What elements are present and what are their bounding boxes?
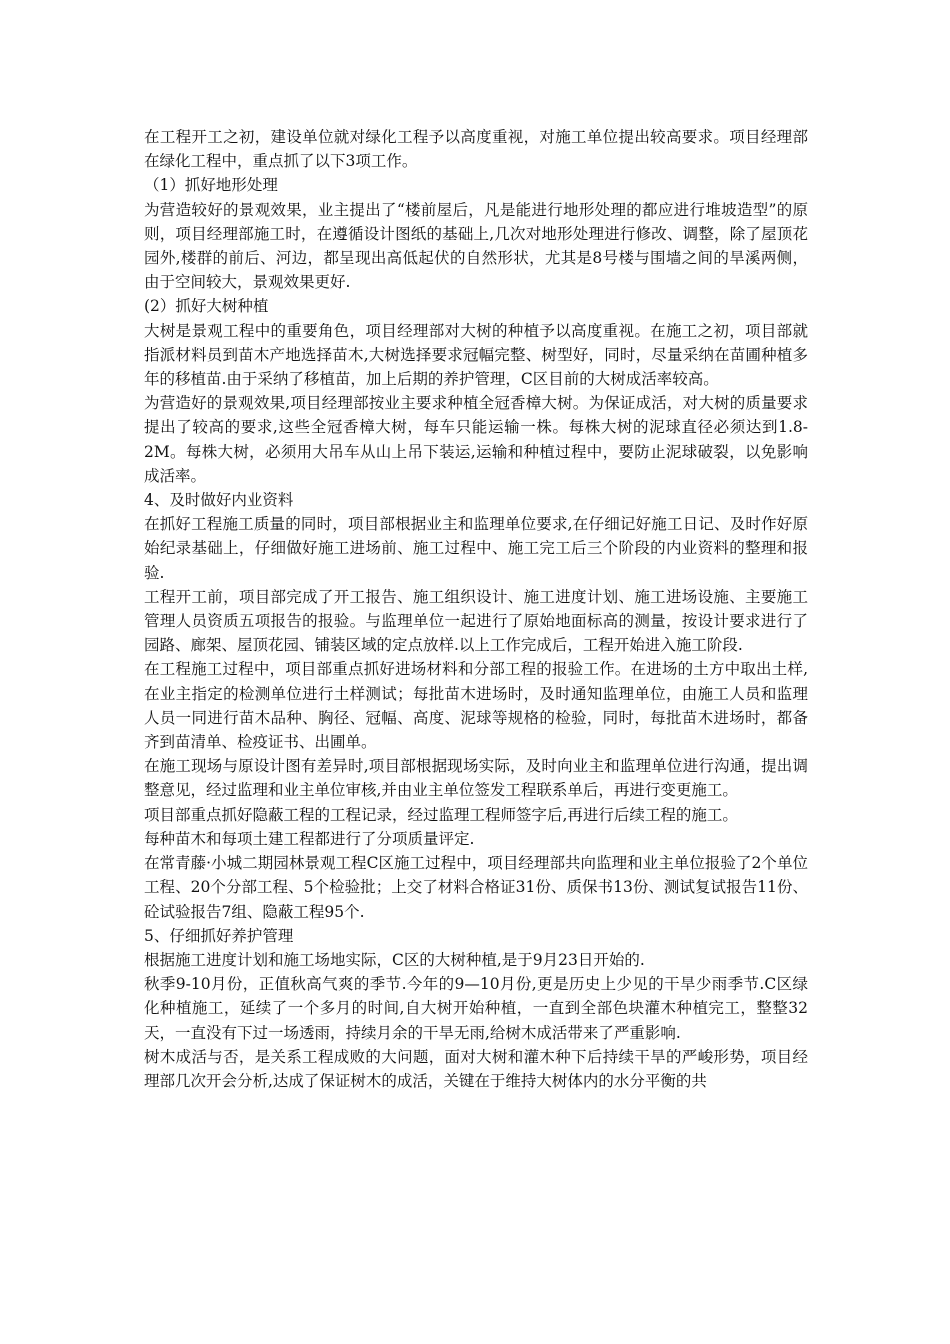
paragraph-survival: 树木成活与否，是关系工程成败的大问题，面对大树和灌木种下后持续干旱的严峻形势，项目经理部几次开会分析,达成了保证树木的成活，关键在于维持大树体内的水分平衡的共 <box>144 1047 808 1090</box>
paragraph-intro: 在工程开工之初，建设单位就对绿化工程予以高度重视，对施工单位提出较高要求。项目经理部在绿化工程中，重点抓了以下3项工作。 <box>144 128 808 171</box>
paragraph-during-construction: 在工程施工过程中，项目部重点抓好进场材料和分部工程的报验工作。在进场的土方中取出土样,在业主指定的检测单位进行土样测试；每批苗木进场时，及时通知监理单位，由施工人员和监理人员一同进行苗木品种、胸径、冠幅、高度、泥球等规格的检验，同时，每批苗木进场时，都备齐到苗清单、检疫证书、出圃单。 <box>144 660 808 752</box>
heading-maintenance: 5、仔细抓好养护管理 <box>144 926 294 945</box>
paragraph-terrain: 为营造较好的景观效果，业主提出了“楼前屋后，凡是能进行地形处理的都应进行堆坡造型”的原则，项目经理部施工时，在遵循设计图纸的基础上,几次对地形处理进行修改、调整，除了屋顶花园外,楼群的前后、河边，都呈现出高低起伏的自然形状，尤其是8号楼与围墙之间的旱溪两侧，由于空间较大，景观效果更好. <box>144 200 808 292</box>
document-body <box>144 125 808 1093</box>
paragraph-hidden-works: 项目部重点抓好隐蔽工程的工程记录，经过监理工程师签字后,再进行后续工程的施工。 <box>144 805 738 824</box>
paragraph-drought: 秋季9-10月份，正值秋高气爽的季节.今年的9—10月份,更是历史上少见的干旱少雨季节.C区绿化种植施工，延续了一个多月的时间,自大树开始种植，一直到全部色块灌木种植完工，整整32天，一直没有下过一场透雨，持续月余的干旱无雨,给树木成活带来了严重影响. <box>144 975 808 1042</box>
heading-internal-records: 4、及时做好内业资料 <box>144 491 294 510</box>
paragraph-design-changes: 在施工现场与原设计图有差异时,项目部根据现场实际，及时向业主和监理单位进行沟通，提出调整意见，经过监理和业主单位审核,并由业主单位签发工程联系单后，再进行变更施工。 <box>144 757 808 800</box>
paragraph-big-trees: 大树是景观工程中的重要角色，项目经理部对大树的种植予以高度重视。在施工之初，项目部就指派材料员到苗木产地选择苗木,大树选择要求冠幅完整、树型好，同时，尽量采纳在苗圃种植多年的移植苗.由于采纳了移植苗，加上后期的养护管理，C区目前的大树成活率较高。 <box>144 321 808 389</box>
paragraph-quality-assessment: 每种苗木和每项土建工程都进行了分项质量评定. <box>144 829 475 848</box>
paragraph-before-start: 工程开工前，项目部完成了开工报告、施工组织设计、施工进度计划、施工进场设施、主要施工管理人员资质五项报告的报验。与监理单位一起进行了原始地面标高的测量，按设计要求进行了园路、廊架、屋顶花园、铺装区域的定点放样.以上工作完成后，工程开始进入施工阶段. <box>144 587 808 655</box>
heading-big-trees: (2）抓好大树种植 <box>144 297 269 316</box>
paragraph-internal-records: 在抓好工程施工质量的同时，项目部根据业主和监理单位要求,在仔细记好施工日记、及时作好原始纪录基础上，仔细做好施工进场前、施工过程中、施工完工后三个阶段的内业资料的整理和报验. <box>144 515 808 582</box>
paragraph-planting-start: 根据施工进度计划和施工场地实际，C区的大树种植,是于9月23日开始的. <box>144 950 645 969</box>
heading-terrain: （1）抓好地形处理 <box>144 176 278 195</box>
paragraph-submission-summary: 在常青藤·小城二期园林景观工程C区施工过程中，项目经理部共向监理和业主单位报验了2个单位工程、20个分部工程、5个检验批；上交了材料合格证31份、质保书13份、测试复试报告11份、砼试验报告7组、隐蔽工程95个. <box>144 854 808 921</box>
paragraph-camphor-trees: 为营造好的景观效果,项目经理部按业主要求种植全冠香樟大树。为保证成活，对大树的质量要求提出了较高的要求,这些全冠香樟大树，每车只能运输一株。每株大树的泥球直径必须达到1.8-2M。每株大树，必须用大吊车从山上吊下装运,运输和种植过程中，要防止泥球破裂，以免影响成活率。 <box>144 394 808 485</box>
